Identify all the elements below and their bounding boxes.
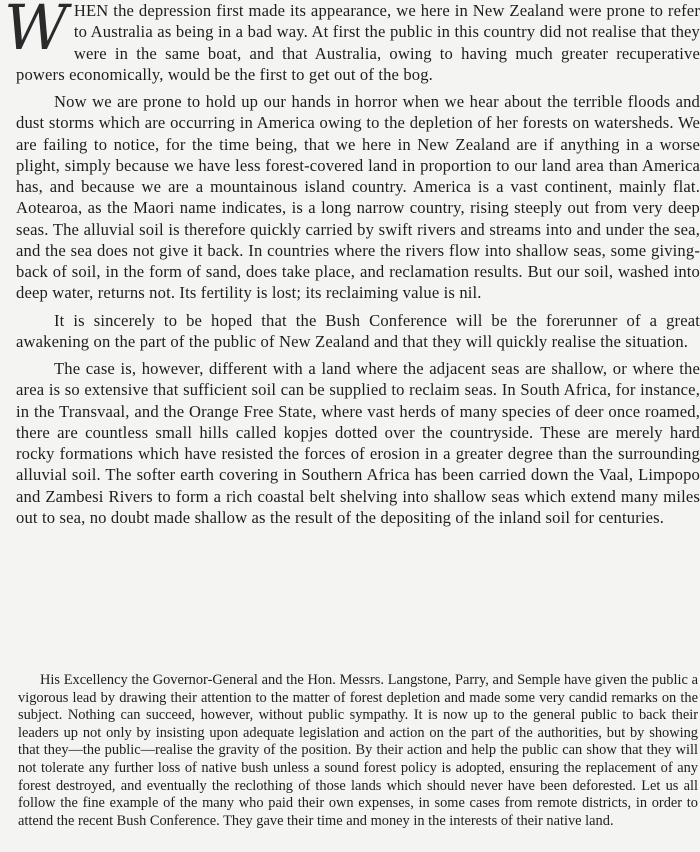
paragraph-2: Now we are prone to hold up our hands in horror when we hear about the terrible floods and dust storms which are occurring in America owing to the depletion of her forests on watersheds. We are failing to notice, for the time being, that we here in New Zealand are if anything in a worse plight, simply because we have less forest-covered land in proportion to our land area than America has, and because we are a mountainous island country. America is a vast continent, mainly flat. Aotearoa, as the Maori name indicates, is a long narrow country, rising steeply out from very deep seas. The alluvial soil is therefore quickly carried by swift rivers and streams into and under the sea, and the sea does not give it back. In countries where the rivers flow into shallow seas, some giving-back of soil, in the form of sand, does take place, and reclamation results. But our soil, washed into deep water, returns not. Its fertility is lost; its reclaiming value is nil. (16, 92, 700, 303)
drop-cap: W (4, 0, 68, 64)
closing-section (18, 672, 698, 830)
paragraph-1 (4, 0, 700, 85)
paragraph-3: It is sincerely to be hoped that the Bush Conference will be the forerunner of a great awakening on the part of the public of New Zealand and that they will quickly realise the situation. (16, 310, 700, 351)
paragraph-4: The case is, however, different with a land where the adjacent seas are shallow, or where the area is so extensive that sufficient soil can be supplied to reclaim seas. In South Africa, for instance, in the Transvaal, and the Orange Free State, where vast herds of many species of deer once roamed, there are countless small hills called kopjes dotted over the countryside. These are merely hard rocky formations which have resisted the forces of erosion in a greater degree than the surrounding alluvial soil. The softer earth covering in Southern Africa has been carried down the Vaal, Limpopo and Zambesi Rivers to form a rich coastal belt shelving into shallow seas which extend many miles out to sea, no doubt made shallow as the result of the depositing of the inland soil for centuries. (16, 359, 700, 527)
paragraph-1-text: HEN the depression first made its appearance, we here in New Zealand were prone to refer to Australia as being in a bad way. At first the public in this country did not realise that they were in the same boat, and that Australia, owing to having much greater recuperative powers economically, would be the first to get out of the bog. (16, 1, 700, 84)
closing-paragraph: His Excellency the Governor-General and the Hon. Messrs. Langstone, Parry, and Semple have given the public a vigorous lead by drawing their attention to the matter of forest depletion and made some very candid remarks on the subject. Nothing can succeed, however, without public sympathy. It is now up to the general public to back their leaders up not only by insisting upon adequate legislation and action on the part of the authorities, but by showing that they—the public—realise the gravity of the position. By their action and help the public can show that they will not tolerate any further loss of native bush unless a sound forest policy is adopted, ensuring the replacement of any forest destroyed, and eventually the reclothing of those lands which should never have been deforested. Let us all follow the fine example of the many who paid their own expenses, in some cases from remote districts, in order to attend the recent Bush Conference. They gave their time and money in the interests of their native land. (18, 672, 698, 829)
article-body (4, 0, 700, 528)
